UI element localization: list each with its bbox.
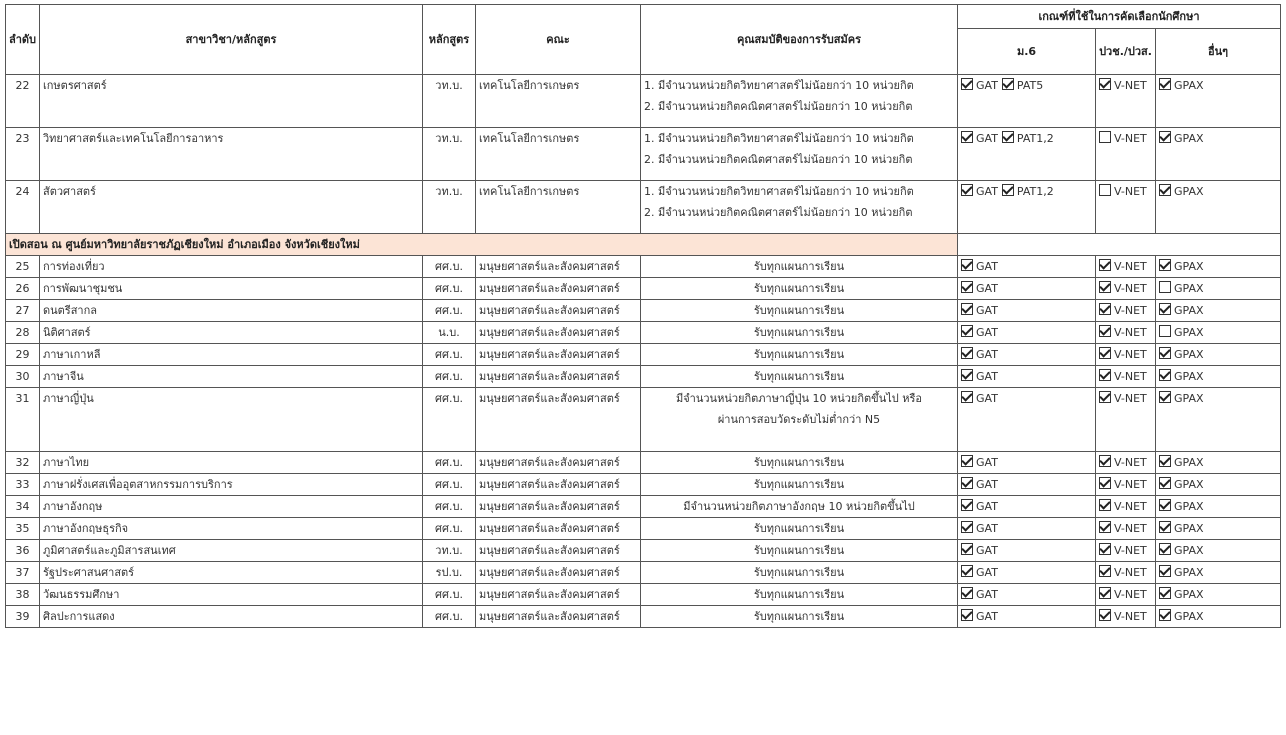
checked-box-icon xyxy=(1159,131,1171,143)
table-row xyxy=(6,322,1281,344)
vocational-criteria xyxy=(1096,75,1156,128)
other-criteria xyxy=(1156,366,1281,388)
checked-box-icon xyxy=(961,131,973,143)
vocational-criteria xyxy=(1096,562,1156,584)
header-m6: ม.6 xyxy=(958,29,1096,75)
table-row xyxy=(6,518,1281,540)
checked-box-icon xyxy=(1099,565,1111,577)
vocational-test: V-NET xyxy=(1114,132,1147,145)
checked-box-icon xyxy=(1159,78,1171,90)
requirements xyxy=(641,181,958,234)
major-name: ภาษาอังกฤษ xyxy=(40,496,423,518)
header-criteria: เกณฑ์ที่ใช้ในการคัดเลือกนักศึกษา xyxy=(958,5,1281,29)
vocational-test: V-NET xyxy=(1114,522,1147,535)
degree: ศศ.บ. xyxy=(423,496,476,518)
faculty: มนุษยศาสตร์และสังคมศาสตร์ xyxy=(476,322,641,344)
header-vocational: ปวช./ปวส. xyxy=(1096,29,1156,75)
m6-test: GAT xyxy=(976,456,998,469)
checked-box-icon xyxy=(1159,609,1171,621)
m6-criteria xyxy=(958,388,1096,452)
checked-box-icon xyxy=(1159,303,1171,315)
m6-test: GAT xyxy=(976,566,998,579)
m6-test-b: PAT1,2 xyxy=(1016,185,1054,198)
other-criteria xyxy=(1156,75,1281,128)
requirements: รับทุกแผนการเรียน xyxy=(641,584,958,606)
other-test: GPAX xyxy=(1174,326,1204,339)
m6-test: GAT xyxy=(976,348,998,361)
requirements: รับทุกแผนการเรียน xyxy=(641,606,958,628)
checked-box-icon xyxy=(961,455,973,467)
vocational-test: V-NET xyxy=(1114,185,1147,198)
vocational-test: V-NET xyxy=(1114,79,1147,92)
degree: ศศ.บ. xyxy=(423,300,476,322)
other-criteria xyxy=(1156,256,1281,278)
major-name: การท่องเที่ยว xyxy=(40,256,423,278)
major-name: ภาษาไทย xyxy=(40,452,423,474)
header-degree: หลักสูตร xyxy=(423,5,476,75)
m6-test: GAT xyxy=(976,478,998,491)
major-name: การพัฒนาชุมชน xyxy=(40,278,423,300)
vocational-test: V-NET xyxy=(1114,326,1147,339)
requirements: มีจำนวนหน่วยกิตภาษาอังกฤษ 10 หน่วยกิตขึ้นไป xyxy=(641,496,958,518)
section-blank xyxy=(958,234,1281,256)
vocational-test: V-NET xyxy=(1114,610,1147,623)
degree: วท.บ. xyxy=(423,75,476,128)
checked-box-icon xyxy=(1159,455,1171,467)
requirement-line: 1. มีจำนวนหน่วยกิตวิทยาศาสตร์ไม่น้อยกว่า 10 หน่วยกิต xyxy=(644,132,914,145)
m6-criteria xyxy=(958,496,1096,518)
checked-box-icon xyxy=(1159,521,1171,533)
unchecked-box-icon xyxy=(1099,131,1111,143)
vocational-criteria xyxy=(1096,128,1156,181)
other-test: GPAX xyxy=(1174,500,1204,513)
table-row xyxy=(6,75,1281,128)
checked-box-icon xyxy=(1159,369,1171,381)
degree: รป.บ. xyxy=(423,562,476,584)
other-criteria xyxy=(1156,452,1281,474)
vocational-criteria xyxy=(1096,256,1156,278)
degree: ศศ.บ. xyxy=(423,474,476,496)
vocational-test: V-NET xyxy=(1114,282,1147,295)
checked-box-icon xyxy=(1099,303,1111,315)
faculty: มนุษยศาสตร์และสังคมศาสตร์ xyxy=(476,278,641,300)
checked-box-icon xyxy=(1099,347,1111,359)
other-criteria xyxy=(1156,518,1281,540)
m6-test-a: GAT xyxy=(976,79,998,92)
major-name: ภาษาจีน xyxy=(40,366,423,388)
m6-criteria xyxy=(958,75,1096,128)
checked-box-icon xyxy=(1159,499,1171,511)
row-number: 23 xyxy=(6,128,40,181)
other-test: GPAX xyxy=(1174,478,1204,491)
checked-box-icon xyxy=(1002,131,1014,143)
m6-test: GAT xyxy=(976,392,998,405)
checked-box-icon xyxy=(1099,325,1111,337)
requirement-line: ผ่านการสอบวัดระดับไม่ต่ำกว่า N5 xyxy=(717,413,881,426)
table-row xyxy=(6,278,1281,300)
m6-criteria xyxy=(958,562,1096,584)
m6-test: GAT xyxy=(976,522,998,535)
faculty: มนุษยศาสตร์และสังคมศาสตร์ xyxy=(476,606,641,628)
checked-box-icon xyxy=(961,565,973,577)
row-number: 37 xyxy=(6,562,40,584)
other-criteria xyxy=(1156,181,1281,234)
requirement-line: 2. มีจำนวนหน่วยกิตคณิตศาสตร์ไม่น้อยกว่า 10 หน่วยกิต xyxy=(644,206,913,219)
table-row xyxy=(6,562,1281,584)
other-test: GPAX xyxy=(1174,588,1204,601)
vocational-criteria xyxy=(1096,181,1156,234)
faculty: มนุษยศาสตร์และสังคมศาสตร์ xyxy=(476,562,641,584)
requirements: รับทุกแผนการเรียน xyxy=(641,278,958,300)
checked-box-icon xyxy=(1099,543,1111,555)
faculty: มนุษยศาสตร์และสังคมศาสตร์ xyxy=(476,540,641,562)
m6-test: GAT xyxy=(976,588,998,601)
vocational-criteria xyxy=(1096,452,1156,474)
vocational-criteria xyxy=(1096,518,1156,540)
m6-test: GAT xyxy=(976,260,998,273)
other-criteria xyxy=(1156,128,1281,181)
requirements: รับทุกแผนการเรียน xyxy=(641,518,958,540)
m6-criteria xyxy=(958,344,1096,366)
checked-box-icon xyxy=(1159,587,1171,599)
other-test: GPAX xyxy=(1174,132,1204,145)
checked-box-icon xyxy=(961,499,973,511)
other-test: GPAX xyxy=(1174,392,1204,405)
row-number: 28 xyxy=(6,322,40,344)
checked-box-icon xyxy=(1159,391,1171,403)
vocational-test: V-NET xyxy=(1114,566,1147,579)
major-name: วิทยาศาสตร์และเทคโนโลยีการอาหาร xyxy=(40,128,423,181)
checked-box-icon xyxy=(1099,455,1111,467)
requirements xyxy=(641,128,958,181)
m6-criteria xyxy=(958,256,1096,278)
m6-test: GAT xyxy=(976,370,998,383)
vocational-criteria xyxy=(1096,584,1156,606)
other-test: GPAX xyxy=(1174,610,1204,623)
checked-box-icon xyxy=(1159,184,1171,196)
requirement-line: 2. มีจำนวนหน่วยกิตคณิตศาสตร์ไม่น้อยกว่า 10 หน่วยกิต xyxy=(644,153,913,166)
requirement-line: 1. มีจำนวนหน่วยกิตวิทยาศาสตร์ไม่น้อยกว่า 10 หน่วยกิต xyxy=(644,79,914,92)
row-number: 35 xyxy=(6,518,40,540)
faculty: มนุษยศาสตร์และสังคมศาสตร์ xyxy=(476,584,641,606)
row-number: 24 xyxy=(6,181,40,234)
faculty: มนุษยศาสตร์และสังคมศาสตร์ xyxy=(476,256,641,278)
vocational-criteria xyxy=(1096,366,1156,388)
m6-criteria xyxy=(958,128,1096,181)
section-title: เปิดสอน ณ ศูนย์มหาวิทยาลัยราชภัฏเชียงใหม่ อำเภอเมือง จังหวัดเชียงใหม่ xyxy=(6,234,958,256)
requirements xyxy=(641,75,958,128)
row-number: 29 xyxy=(6,344,40,366)
other-test: GPAX xyxy=(1174,370,1204,383)
checked-box-icon xyxy=(1099,369,1111,381)
checked-box-icon xyxy=(961,78,973,90)
faculty: มนุษยศาสตร์และสังคมศาสตร์ xyxy=(476,366,641,388)
row-number: 30 xyxy=(6,366,40,388)
checked-box-icon xyxy=(961,521,973,533)
checked-box-icon xyxy=(961,281,973,293)
degree: ศศ.บ. xyxy=(423,388,476,452)
degree: ศศ.บ. xyxy=(423,344,476,366)
requirements: รับทุกแผนการเรียน xyxy=(641,322,958,344)
m6-criteria xyxy=(958,452,1096,474)
degree: ศศ.บ. xyxy=(423,366,476,388)
checked-box-icon xyxy=(1159,543,1171,555)
checked-box-icon xyxy=(961,391,973,403)
other-test: GPAX xyxy=(1174,348,1204,361)
checked-box-icon xyxy=(961,543,973,555)
other-criteria xyxy=(1156,322,1281,344)
faculty: มนุษยศาสตร์และสังคมศาสตร์ xyxy=(476,518,641,540)
m6-criteria xyxy=(958,181,1096,234)
vocational-test: V-NET xyxy=(1114,304,1147,317)
major-name: ภูมิศาสตร์และภูมิสารสนเทศ xyxy=(40,540,423,562)
checked-box-icon xyxy=(1099,587,1111,599)
table-row xyxy=(6,496,1281,518)
m6-criteria xyxy=(958,278,1096,300)
other-test: GPAX xyxy=(1174,522,1204,535)
vocational-test: V-NET xyxy=(1114,348,1147,361)
m6-test-a: GAT xyxy=(976,185,998,198)
m6-criteria xyxy=(958,518,1096,540)
m6-criteria xyxy=(958,606,1096,628)
row-number: 26 xyxy=(6,278,40,300)
faculty: มนุษยศาสตร์และสังคมศาสตร์ xyxy=(476,474,641,496)
m6-test: GAT xyxy=(976,304,998,317)
header-no: ลำดับ xyxy=(6,5,40,75)
faculty: เทคโนโลยีการเกษตร xyxy=(476,181,641,234)
checked-box-icon xyxy=(1099,521,1111,533)
degree: ศศ.บ. xyxy=(423,584,476,606)
vocational-criteria xyxy=(1096,606,1156,628)
requirements: รับทุกแผนการเรียน xyxy=(641,366,958,388)
other-test: GPAX xyxy=(1174,566,1204,579)
unchecked-box-icon xyxy=(1099,184,1111,196)
checked-box-icon xyxy=(961,325,973,337)
major-name: วัฒนธรรมศึกษา xyxy=(40,584,423,606)
degree: ศศ.บ. xyxy=(423,278,476,300)
checked-box-icon xyxy=(1099,477,1111,489)
degree: ศศ.บ. xyxy=(423,518,476,540)
other-test: GPAX xyxy=(1174,79,1204,92)
faculty: เทคโนโลยีการเกษตร xyxy=(476,75,641,128)
degree: ศศ.บ. xyxy=(423,256,476,278)
table-row xyxy=(6,540,1281,562)
m6-criteria xyxy=(958,474,1096,496)
vocational-test: V-NET xyxy=(1114,500,1147,513)
requirement-line: 2. มีจำนวนหน่วยกิตคณิตศาสตร์ไม่น้อยกว่า 10 หน่วยกิต xyxy=(644,100,913,113)
other-test: GPAX xyxy=(1174,185,1204,198)
other-test: GPAX xyxy=(1174,260,1204,273)
table-row xyxy=(6,606,1281,628)
table-row xyxy=(6,452,1281,474)
faculty: มนุษยศาสตร์และสังคมศาสตร์ xyxy=(476,496,641,518)
vocational-criteria xyxy=(1096,300,1156,322)
table-row xyxy=(6,181,1281,234)
header-others: อื่นๆ xyxy=(1156,29,1281,75)
degree: วท.บ. xyxy=(423,181,476,234)
m6-test-b: PAT5 xyxy=(1016,79,1044,92)
other-criteria xyxy=(1156,562,1281,584)
section-row xyxy=(6,234,1281,256)
other-criteria xyxy=(1156,344,1281,366)
faculty: เทคโนโลยีการเกษตร xyxy=(476,128,641,181)
checked-box-icon xyxy=(1099,78,1111,90)
major-name: ศิลปะการแสดง xyxy=(40,606,423,628)
row-number: 36 xyxy=(6,540,40,562)
major-name: ภาษาอังกฤษธุรกิจ xyxy=(40,518,423,540)
vocational-criteria xyxy=(1096,388,1156,452)
major-name: ภาษาญี่ปุ่น xyxy=(40,388,423,452)
vocational-test: V-NET xyxy=(1114,588,1147,601)
checked-box-icon xyxy=(1099,499,1111,511)
other-test: GPAX xyxy=(1174,544,1204,557)
m6-criteria xyxy=(958,322,1096,344)
checked-box-icon xyxy=(961,184,973,196)
m6-test-b: PAT1,2 xyxy=(1016,132,1054,145)
major-name: ภาษาเกาหลี xyxy=(40,344,423,366)
faculty: มนุษยศาสตร์และสังคมศาสตร์ xyxy=(476,452,641,474)
checked-box-icon xyxy=(961,303,973,315)
checked-box-icon xyxy=(1002,184,1014,196)
other-test: GPAX xyxy=(1174,456,1204,469)
checked-box-icon xyxy=(961,587,973,599)
other-criteria xyxy=(1156,278,1281,300)
table-row xyxy=(6,474,1281,496)
faculty: มนุษยศาสตร์และสังคมศาสตร์ xyxy=(476,300,641,322)
degree: ศศ.บ. xyxy=(423,606,476,628)
requirements xyxy=(641,388,958,452)
table-row xyxy=(6,256,1281,278)
requirements: รับทุกแผนการเรียน xyxy=(641,452,958,474)
m6-test: GAT xyxy=(976,610,998,623)
other-criteria xyxy=(1156,474,1281,496)
table-row xyxy=(6,584,1281,606)
checked-box-icon xyxy=(1159,259,1171,271)
row-number: 31 xyxy=(6,388,40,452)
table-row xyxy=(6,344,1281,366)
vocational-criteria xyxy=(1096,322,1156,344)
checked-box-icon xyxy=(1099,609,1111,621)
table-row xyxy=(6,366,1281,388)
requirements: รับทุกแผนการเรียน xyxy=(641,562,958,584)
faculty: มนุษยศาสตร์และสังคมศาสตร์ xyxy=(476,388,641,452)
other-criteria xyxy=(1156,540,1281,562)
m6-test: GAT xyxy=(976,500,998,513)
m6-criteria xyxy=(958,540,1096,562)
unchecked-box-icon xyxy=(1159,281,1171,293)
table-row xyxy=(6,388,1281,452)
degree: ศศ.บ. xyxy=(423,452,476,474)
m6-test: GAT xyxy=(976,544,998,557)
requirement-line: มีจำนวนหน่วยกิตภาษาญี่ปุ่น 10 หน่วยกิตขึ้นไป หรือ xyxy=(675,392,923,405)
vocational-test: V-NET xyxy=(1114,478,1147,491)
major-name: รัฐประศาสนศาสตร์ xyxy=(40,562,423,584)
vocational-criteria xyxy=(1096,344,1156,366)
other-criteria xyxy=(1156,496,1281,518)
checked-box-icon xyxy=(1099,281,1111,293)
vocational-criteria xyxy=(1096,496,1156,518)
requirements: รับทุกแผนการเรียน xyxy=(641,474,958,496)
other-criteria xyxy=(1156,584,1281,606)
vocational-test: V-NET xyxy=(1114,456,1147,469)
checked-box-icon xyxy=(961,369,973,381)
header-major: สาขาวิชา/หลักสูตร xyxy=(40,5,423,75)
major-name: ภาษาฝรั่งเศสเพื่ออุตสาหกรรมการบริการ xyxy=(40,474,423,496)
faculty: มนุษยศาสตร์และสังคมศาสตร์ xyxy=(476,344,641,366)
m6-criteria xyxy=(958,584,1096,606)
row-number: 22 xyxy=(6,75,40,128)
requirement-line: 1. มีจำนวนหน่วยกิตวิทยาศาสตร์ไม่น้อยกว่า 10 หน่วยกิต xyxy=(644,185,914,198)
m6-criteria xyxy=(958,300,1096,322)
checked-box-icon xyxy=(1002,78,1014,90)
major-name: เกษตรศาสตร์ xyxy=(40,75,423,128)
header-requirements: คุณสมบัติของการรับสมัคร xyxy=(641,5,958,75)
row-number: 34 xyxy=(6,496,40,518)
major-name: นิติศาสตร์ xyxy=(40,322,423,344)
vocational-criteria xyxy=(1096,278,1156,300)
requirements: รับทุกแผนการเรียน xyxy=(641,256,958,278)
other-test: GPAX xyxy=(1174,304,1204,317)
vocational-test: V-NET xyxy=(1114,544,1147,557)
vocational-criteria xyxy=(1096,474,1156,496)
checked-box-icon xyxy=(961,259,973,271)
admission-table xyxy=(5,4,1281,628)
checked-box-icon xyxy=(1159,565,1171,577)
requirements: รับทุกแผนการเรียน xyxy=(641,300,958,322)
table-body xyxy=(6,75,1281,628)
vocational-test: V-NET xyxy=(1114,370,1147,383)
table-row xyxy=(6,300,1281,322)
major-name: ดนตรีสากล xyxy=(40,300,423,322)
other-criteria xyxy=(1156,388,1281,452)
degree: วท.บ. xyxy=(423,540,476,562)
unchecked-box-icon xyxy=(1159,325,1171,337)
checked-box-icon xyxy=(961,609,973,621)
row-number: 25 xyxy=(6,256,40,278)
other-test: GPAX xyxy=(1174,282,1204,295)
checked-box-icon xyxy=(1099,391,1111,403)
header-faculty: คณะ xyxy=(476,5,641,75)
checked-box-icon xyxy=(961,477,973,489)
m6-test-a: GAT xyxy=(976,132,998,145)
other-criteria xyxy=(1156,606,1281,628)
m6-test: GAT xyxy=(976,326,998,339)
row-number: 38 xyxy=(6,584,40,606)
row-number: 27 xyxy=(6,300,40,322)
checked-box-icon xyxy=(1099,259,1111,271)
vocational-criteria xyxy=(1096,540,1156,562)
requirements: รับทุกแผนการเรียน xyxy=(641,344,958,366)
other-criteria xyxy=(1156,300,1281,322)
degree: น.บ. xyxy=(423,322,476,344)
vocational-test: V-NET xyxy=(1114,392,1147,405)
row-number: 39 xyxy=(6,606,40,628)
major-name: สัตวศาสตร์ xyxy=(40,181,423,234)
checked-box-icon xyxy=(1159,347,1171,359)
m6-test: GAT xyxy=(976,282,998,295)
m6-criteria xyxy=(958,366,1096,388)
checked-box-icon xyxy=(961,347,973,359)
row-number: 33 xyxy=(6,474,40,496)
degree: วท.บ. xyxy=(423,128,476,181)
vocational-test: V-NET xyxy=(1114,260,1147,273)
requirements: รับทุกแผนการเรียน xyxy=(641,540,958,562)
checked-box-icon xyxy=(1159,477,1171,489)
table-row xyxy=(6,128,1281,181)
row-number: 32 xyxy=(6,452,40,474)
